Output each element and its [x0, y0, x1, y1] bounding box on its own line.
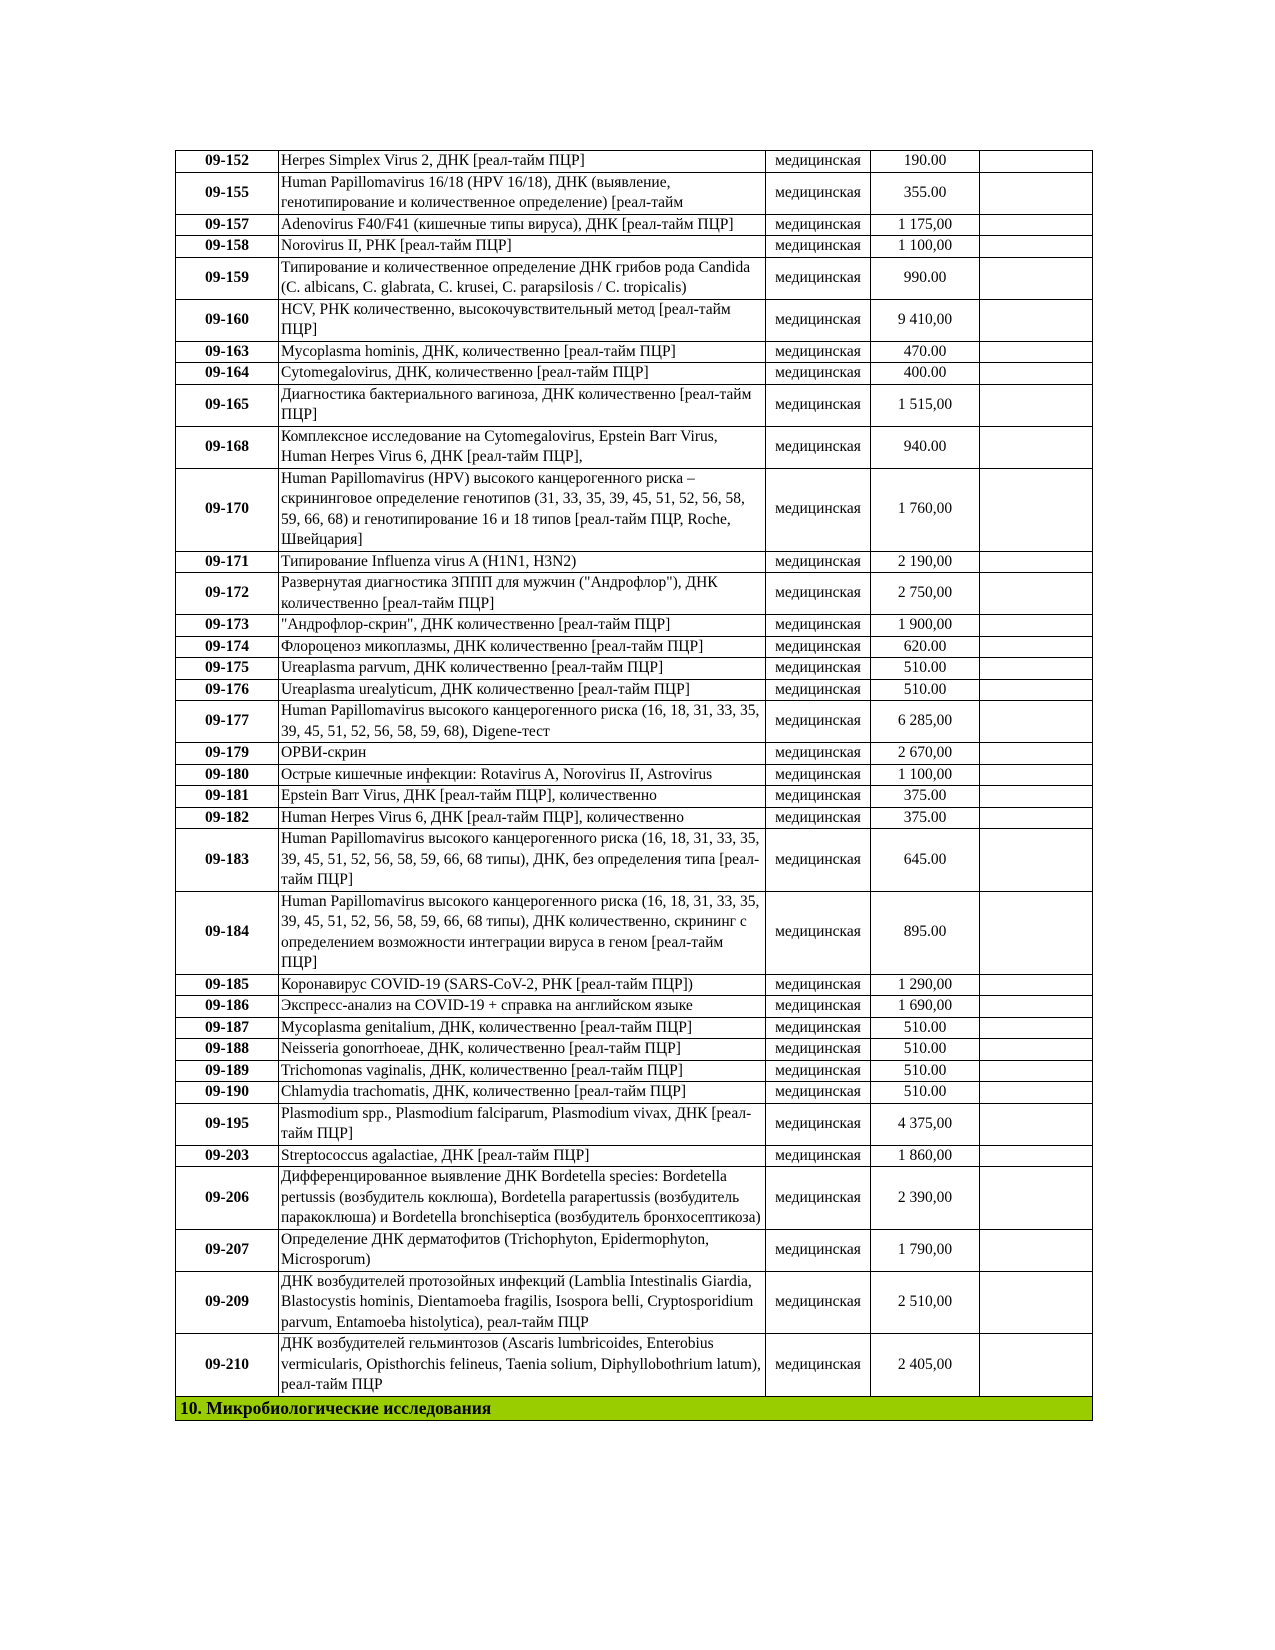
service-type: медицинская [766, 1082, 871, 1104]
table-row [176, 257, 1093, 299]
empty-cell [980, 974, 1093, 996]
service-code: 09-158 [176, 236, 279, 258]
service-name: ДНК возбудителей гельминтозов (Ascaris lumbricoides, Enterobius vermicularis, Opisthorchis felineus, Taenia solium, Diphyllobothrium latum), реал-тайм ПЦР [279, 1334, 766, 1397]
table-row [176, 1103, 1093, 1145]
price-table [175, 150, 1093, 1421]
service-name: Типирование и количественное определение ДНК грибов рода Candida (C. albicans, C. glabrata, C. krusei, C. parapsilosis / C. tropicalis) [279, 257, 766, 299]
table-row [176, 1167, 1093, 1230]
table-row [176, 1145, 1093, 1167]
service-price: 1 790,00 [871, 1229, 980, 1271]
table-row [176, 996, 1093, 1018]
service-code: 09-189 [176, 1060, 279, 1082]
service-type: медицинская [766, 236, 871, 258]
service-type: медицинская [766, 1103, 871, 1145]
service-code: 09-187 [176, 1017, 279, 1039]
service-price: 510.00 [871, 658, 980, 680]
service-name: Human Papillomavirus высокого канцерогенного риска (16, 18, 31, 33, 35, 39, 45, 51, 52, 56, 58, 59, 68), Digene-тест [279, 701, 766, 743]
empty-cell [980, 257, 1093, 299]
service-code: 09-183 [176, 829, 279, 892]
table-row [176, 636, 1093, 658]
service-price: 510.00 [871, 679, 980, 701]
service-code: 09-172 [176, 573, 279, 615]
empty-cell [980, 1167, 1093, 1230]
service-price: 645.00 [871, 829, 980, 892]
service-name: Экспресс-анализ на COVID-19 + справка на английском языке [279, 996, 766, 1018]
service-price: 2 190,00 [871, 551, 980, 573]
service-price: 375.00 [871, 786, 980, 808]
service-name: Коронавирус COVID-19 (SARS-CoV-2, РНК [реал-тайм ПЦР]) [279, 974, 766, 996]
service-code: 09-184 [176, 891, 279, 974]
table-row [176, 426, 1093, 468]
service-code: 09-206 [176, 1167, 279, 1230]
empty-cell [980, 1082, 1093, 1104]
service-type: медицинская [766, 426, 871, 468]
service-price: 6 285,00 [871, 701, 980, 743]
service-type: медицинская [766, 1145, 871, 1167]
table-row [176, 786, 1093, 808]
service-type: медицинская [766, 151, 871, 173]
table-row [176, 172, 1093, 214]
empty-cell [980, 384, 1093, 426]
service-code: 09-180 [176, 764, 279, 786]
service-name: Комплексное исследование на Cytomegalovirus, Epstein Barr Virus, Human Herpes Virus 6, ДНК [реал-тайм ПЦР], [279, 426, 766, 468]
service-type: медицинская [766, 679, 871, 701]
service-code: 09-157 [176, 214, 279, 236]
service-price: 510.00 [871, 1017, 980, 1039]
empty-cell [980, 236, 1093, 258]
table-row [176, 363, 1093, 385]
service-type: медицинская [766, 363, 871, 385]
service-name: Neisseria gonorrhoeae, ДНК, количественно [реал-тайм ПЦР] [279, 1039, 766, 1061]
service-price: 2 750,00 [871, 573, 980, 615]
table-row [176, 1334, 1093, 1397]
empty-cell [980, 363, 1093, 385]
service-type: медицинская [766, 573, 871, 615]
table-row [176, 1082, 1093, 1104]
service-price: 400.00 [871, 363, 980, 385]
table-row [176, 829, 1093, 892]
service-type: медицинская [766, 829, 871, 892]
table-row [176, 1060, 1093, 1082]
service-type: медицинская [766, 1334, 871, 1397]
service-name: Развернутая диагностика ЗППП для мужчин ("Андрофлор"), ДНК количественно [реал-тайм ПЦР] [279, 573, 766, 615]
service-code: 09-190 [176, 1082, 279, 1104]
table-row [176, 299, 1093, 341]
service-name: Ureaplasma urealyticum, ДНК количественно [реал-тайм ПЦР] [279, 679, 766, 701]
service-code: 09-152 [176, 151, 279, 173]
empty-cell [980, 1017, 1093, 1039]
service-code: 09-164 [176, 363, 279, 385]
service-code: 09-195 [176, 1103, 279, 1145]
table-row [176, 551, 1093, 573]
empty-cell [980, 996, 1093, 1018]
empty-cell [980, 299, 1093, 341]
table-row [176, 384, 1093, 426]
service-code: 09-173 [176, 615, 279, 637]
service-price: 1 860,00 [871, 1145, 980, 1167]
service-code: 09-209 [176, 1271, 279, 1334]
service-type: медицинская [766, 1017, 871, 1039]
empty-cell [980, 341, 1093, 363]
empty-cell [980, 636, 1093, 658]
service-price: 990.00 [871, 257, 980, 299]
empty-cell [980, 743, 1093, 765]
service-name: Human Papillomavirus (HPV) высокого канцерогенного риска – скрининговое определение генотипов (31, 33, 35, 39, 45, 51, 52, 56, 58, 59, 66, 68) и генотипирование 16 и 18 типов [реал-тайм ПЦР, Roche, Швейцария] [279, 468, 766, 551]
service-price: 1 100,00 [871, 764, 980, 786]
empty-cell [980, 151, 1093, 173]
service-code: 09-207 [176, 1229, 279, 1271]
service-code: 09-203 [176, 1145, 279, 1167]
service-code: 09-210 [176, 1334, 279, 1397]
table-row [176, 615, 1093, 637]
service-name: Trichomonas vaginalis, ДНК, количественно [реал-тайм ПЦР] [279, 1060, 766, 1082]
service-code: 09-165 [176, 384, 279, 426]
service-code: 09-171 [176, 551, 279, 573]
table-row [176, 573, 1093, 615]
table-row [176, 236, 1093, 258]
service-name: Mycoplasma genitalium, ДНК, количественно [реал-тайм ПЦР] [279, 1017, 766, 1039]
empty-cell [980, 1229, 1093, 1271]
service-name: Norovirus II, РНК [реал-тайм ПЦР] [279, 236, 766, 258]
service-type: медицинская [766, 1271, 871, 1334]
empty-cell [980, 1145, 1093, 1167]
service-price: 470.00 [871, 341, 980, 363]
service-type: медицинская [766, 1167, 871, 1230]
table-row [176, 679, 1093, 701]
service-price: 355.00 [871, 172, 980, 214]
empty-cell [980, 615, 1093, 637]
service-code: 09-186 [176, 996, 279, 1018]
table-row [176, 743, 1093, 765]
service-name: Herpes Simplex Virus 2, ДНК [реал-тайм ПЦР] [279, 151, 766, 173]
table-row [176, 807, 1093, 829]
service-name: Cytomegalovirus, ДНК, количественно [реал-тайм ПЦР] [279, 363, 766, 385]
service-price: 1 290,00 [871, 974, 980, 996]
table-row [176, 658, 1093, 680]
service-price: 510.00 [871, 1060, 980, 1082]
service-code: 09-160 [176, 299, 279, 341]
service-price: 2 390,00 [871, 1167, 980, 1230]
service-price: 4 375,00 [871, 1103, 980, 1145]
service-code: 09-176 [176, 679, 279, 701]
service-price: 940.00 [871, 426, 980, 468]
service-name: Острые кишечные инфекции: Rotavirus A, Norovirus II, Astrovirus [279, 764, 766, 786]
service-code: 09-155 [176, 172, 279, 214]
service-code: 09-185 [176, 974, 279, 996]
service-price: 1 760,00 [871, 468, 980, 551]
empty-cell [980, 468, 1093, 551]
service-type: медицинская [766, 636, 871, 658]
service-type: медицинская [766, 786, 871, 808]
service-type: медицинская [766, 974, 871, 996]
table-row [176, 214, 1093, 236]
service-code: 09-182 [176, 807, 279, 829]
table-row [176, 891, 1093, 974]
table-row [176, 764, 1093, 786]
service-code: 09-181 [176, 786, 279, 808]
service-name: Plasmodium spp., Plasmodium falciparum, Plasmodium vivax, ДНК [реал-тайм ПЦР] [279, 1103, 766, 1145]
service-name: "Андрофлор-скрин", ДНК количественно [реал-тайм ПЦР] [279, 615, 766, 637]
service-name: Adenovirus F40/F41 (кишечные типы вируса), ДНК [реал-тайм ПЦР] [279, 214, 766, 236]
empty-cell [980, 679, 1093, 701]
service-price: 620.00 [871, 636, 980, 658]
service-price: 1 175,00 [871, 214, 980, 236]
empty-cell [980, 786, 1093, 808]
service-price: 1 900,00 [871, 615, 980, 637]
empty-cell [980, 658, 1093, 680]
empty-cell [980, 214, 1093, 236]
service-code: 09-159 [176, 257, 279, 299]
empty-cell [980, 551, 1093, 573]
empty-cell [980, 573, 1093, 615]
service-type: медицинская [766, 615, 871, 637]
service-type: медицинская [766, 701, 871, 743]
table-row [176, 701, 1093, 743]
empty-cell [980, 1039, 1093, 1061]
service-price: 1 100,00 [871, 236, 980, 258]
service-type: медицинская [766, 1039, 871, 1061]
service-name: ДНК возбудителей протозойных инфекций (Lamblia Intestinalis Giardia, Blastocystis hominis, Dientamoeba fragilis, Isospora belli, Cryptosporidium parvum, Entamoeba histolytica), реал-тайм ПЦР [279, 1271, 766, 1334]
service-code: 09-170 [176, 468, 279, 551]
service-price: 510.00 [871, 1039, 980, 1061]
service-type: медицинская [766, 299, 871, 341]
service-name: HCV, РНК количественно, высокочувствительный метод [реал-тайм ПЦР] [279, 299, 766, 341]
service-type: медицинская [766, 891, 871, 974]
service-code: 09-188 [176, 1039, 279, 1061]
table-row [176, 1017, 1093, 1039]
service-price: 1 690,00 [871, 996, 980, 1018]
table-row [176, 468, 1093, 551]
section-title: 10. Микробиологические исследования [176, 1396, 1093, 1420]
service-type: медицинская [766, 658, 871, 680]
empty-cell [980, 1103, 1093, 1145]
service-type: медицинская [766, 996, 871, 1018]
service-name: Определение ДНК дерматофитов (Trichophyton, Epidermophyton, Microsporum) [279, 1229, 766, 1271]
table-row [176, 974, 1093, 996]
service-type: медицинская [766, 1229, 871, 1271]
service-code: 09-175 [176, 658, 279, 680]
service-name: Chlamydia trachomatis, ДНК, количественно [реал-тайм ПЦР] [279, 1082, 766, 1104]
price-table-body [176, 151, 1093, 1397]
service-type: медицинская [766, 257, 871, 299]
service-price: 190.00 [871, 151, 980, 173]
table-row [176, 151, 1093, 173]
service-name: Дифференцированное выявление ДНК Bordetella species: Bordetella pertussis (возбудитель коклюша), Bordetella parapertussis (возбудитель паракоклюша) и Bordetella bronchiseptica (возбудитель бронхосептикоза) [279, 1167, 766, 1230]
service-price: 2 510,00 [871, 1271, 980, 1334]
price-list-sheet [175, 150, 1075, 1421]
service-name: Human Papillomavirus 16/18 (HPV 16/18), ДНК (выявление, генотипирование и количественное определение) [реал-тайм [279, 172, 766, 214]
table-row [176, 1229, 1093, 1271]
service-type: медицинская [766, 807, 871, 829]
service-name: Диагностика бактериального вагиноза, ДНК количественно [реал-тайм ПЦР] [279, 384, 766, 426]
service-name: Streptococcus agalactiae, ДНК [реал-тайм ПЦР] [279, 1145, 766, 1167]
service-code: 09-177 [176, 701, 279, 743]
service-price: 2 670,00 [871, 743, 980, 765]
service-type: медицинская [766, 214, 871, 236]
service-price: 895.00 [871, 891, 980, 974]
service-code: 09-168 [176, 426, 279, 468]
service-name: Флороценоз микоплазмы, ДНК количественно [реал-тайм ПЦР] [279, 636, 766, 658]
empty-cell [980, 891, 1093, 974]
empty-cell [980, 1334, 1093, 1397]
service-type: медицинская [766, 341, 871, 363]
service-code: 09-174 [176, 636, 279, 658]
service-name: Ureaplasma parvum, ДНК количественно [реал-тайм ПЦР] [279, 658, 766, 680]
service-name: ОРВИ-скрин [279, 743, 766, 765]
service-code: 09-163 [176, 341, 279, 363]
service-type: медицинская [766, 743, 871, 765]
service-type: медицинская [766, 551, 871, 573]
table-row [176, 341, 1093, 363]
empty-cell [980, 1060, 1093, 1082]
service-type: медицинская [766, 468, 871, 551]
empty-cell [980, 701, 1093, 743]
service-type: медицинская [766, 1060, 871, 1082]
service-name: Human Papillomavirus высокого канцерогенного риска (16, 18, 31, 33, 35, 39, 45, 51, 52, 56, 58, 59, 66, 68 типы), ДНК, без определения типа [реал-тайм ПЦР] [279, 829, 766, 892]
service-name: Epstein Barr Virus, ДНК [реал-тайм ПЦР], количественно [279, 786, 766, 808]
empty-cell [980, 172, 1093, 214]
service-price: 510.00 [871, 1082, 980, 1104]
empty-cell [980, 426, 1093, 468]
section-header-row [176, 1396, 1093, 1420]
service-price: 9 410,00 [871, 299, 980, 341]
table-row [176, 1271, 1093, 1334]
service-type: медицинская [766, 172, 871, 214]
service-code: 09-179 [176, 743, 279, 765]
service-price: 2 405,00 [871, 1334, 980, 1397]
empty-cell [980, 1271, 1093, 1334]
service-name: Human Herpes Virus 6, ДНК [реал-тайм ПЦР], количественно [279, 807, 766, 829]
service-type: медицинская [766, 384, 871, 426]
service-price: 1 515,00 [871, 384, 980, 426]
service-type: медицинская [766, 764, 871, 786]
service-price: 375.00 [871, 807, 980, 829]
service-name: Типирование Influenza virus A (H1N1, H3N2) [279, 551, 766, 573]
service-name: Human Papillomavirus высокого канцерогенного риска (16, 18, 31, 33, 35, 39, 45, 51, 52, 56, 58, 59, 66, 68 типы), ДНК количественно, скрининг с определением возможности интеграции вируса в геном [реал-тайм ПЦР] [279, 891, 766, 974]
empty-cell [980, 807, 1093, 829]
empty-cell [980, 764, 1093, 786]
table-row [176, 1039, 1093, 1061]
service-name: Mycoplasma hominis, ДНК, количественно [реал-тайм ПЦР] [279, 341, 766, 363]
empty-cell [980, 829, 1093, 892]
